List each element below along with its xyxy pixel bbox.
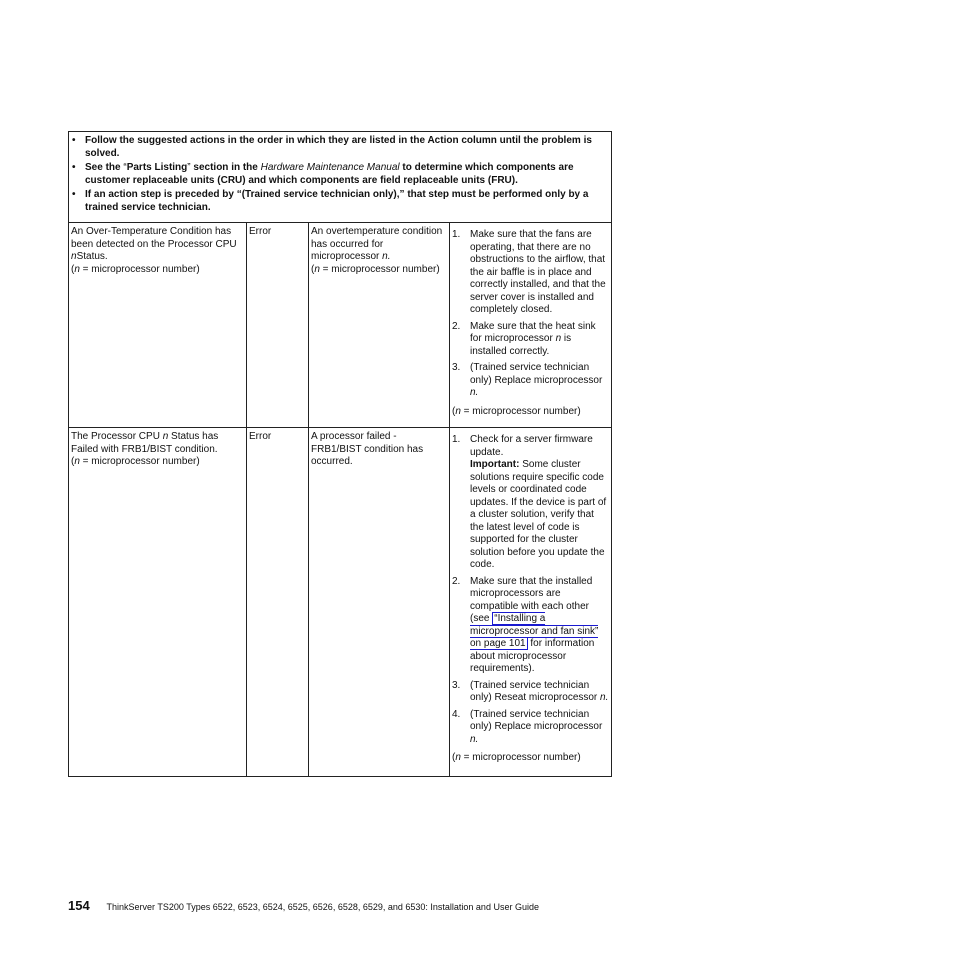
severity-cell: [247, 428, 309, 777]
message-note: = microprocessor number): [79, 456, 200, 467]
step-text: (Trained service technician only) Replace microprocessor: [470, 362, 603, 386]
note-text-post: to determine which components are customer replaceable units (CRU) and which components are field replaceable units (FRU).: [85, 162, 574, 186]
n-var: n: [74, 263, 80, 275]
action-step: [452, 576, 609, 676]
severity-cell: [247, 223, 309, 428]
notes-list: [71, 135, 609, 214]
step-text-end: for information about microprocessor requirements).: [470, 638, 595, 674]
step-number: 3.: [452, 362, 461, 373]
action-step: [452, 680, 609, 705]
n-var: n: [455, 752, 461, 763]
manual-title: Hardware Maintenance Manual: [260, 162, 400, 173]
notes-cell: [69, 132, 612, 223]
n-var: n: [455, 405, 461, 417]
description-note: = microprocessor number): [319, 263, 440, 275]
message-cell: The Processor CPU n Status has Failed with FRB1/BIST condition. (n = microprocessor number): [69, 428, 247, 777]
n-var: n: [74, 456, 80, 467]
note-item: [71, 162, 609, 187]
description-cell: [309, 428, 450, 777]
bullet: •: [72, 135, 76, 146]
open-quote: “: [123, 162, 127, 173]
n-var: n: [314, 263, 320, 275]
action-step: [452, 709, 609, 747]
note-text-mid: section in the: [190, 162, 261, 173]
action-step: [452, 434, 609, 572]
n-var: n.: [382, 251, 391, 262]
parts-listing-ref: Parts Listing: [126, 162, 188, 173]
step-number: 4.: [452, 708, 461, 720]
n-var: n: [71, 251, 77, 262]
step-text-end: is installed correctly.: [470, 333, 572, 357]
action-footnote: (n = microprocessor number): [452, 752, 581, 763]
n-var: n: [555, 333, 562, 344]
note-text: If an action step is preceded by “(Trained service technician only),” that step must be performed only by a trained service technician.: [85, 189, 589, 213]
note-item: [71, 189, 609, 214]
description-text: A processor failed - FRB1/BIST condition has occurred.: [311, 431, 424, 467]
event-log-table-section: [68, 131, 611, 777]
message-text: The Processor CPU: [71, 431, 163, 442]
bullet: •: [72, 162, 76, 173]
document-title: ThinkServer TS200 Types 6522, 6523, 6524, 6525, 6526, 6528, 6529, and 6530: Installation and User Guide: [106, 902, 539, 912]
bullet: •: [72, 189, 76, 200]
n-var: n.: [470, 733, 479, 745]
severity: Error: [249, 226, 272, 237]
install-microprocessor-link[interactable]: “Installing a microprocessor and fan sink” on page 101: [470, 613, 599, 649]
step-number: 1.: [452, 229, 461, 240]
n-var: n: [162, 431, 169, 442]
step-number: 3.: [452, 679, 461, 691]
action-footnote: (n = microprocessor number): [452, 405, 581, 417]
message-note: = microprocessor number): [79, 263, 200, 275]
severity: Error: [249, 431, 272, 442]
table-row: [69, 223, 612, 428]
step-text: Make sure that the heat sink for microprocessor: [470, 320, 596, 344]
step-text: Make sure that the fans are operating, that there are no obstructions to the airflow, that the air baffle is in place and correctly installed, and that the server cover is installed and completely closed.: [470, 229, 606, 315]
n-var: n.: [600, 692, 609, 703]
page-number: 154: [68, 898, 90, 913]
step-number: 2.: [452, 575, 461, 587]
important-text: Some cluster solutions require specific code levels or coordinated code updates. If the device is part of a cluster solution, verify that the latest level of code is supported for the cluster solution before you update the code.: [470, 459, 607, 570]
message-text: An Over-Temperature Condition has been detected on the Processor CPU: [71, 226, 237, 250]
step-text: Check for a server firmware update.: [470, 434, 593, 458]
action-step: [452, 321, 609, 359]
step-text: (Trained service technician only) Replace microprocessor: [470, 708, 603, 732]
close-quote: ”: [187, 162, 191, 173]
footnote-text: = microprocessor number): [460, 405, 581, 417]
step-number: 2.: [452, 320, 461, 332]
footnote-text: = microprocessor number): [460, 752, 581, 763]
note-text: Follow the suggested actions in the order in which they are listed in the Action column until the problem is solved.: [85, 135, 592, 159]
page-footer: [68, 900, 539, 915]
action-cell: [450, 428, 612, 777]
action-step: [452, 229, 609, 317]
step-number: 1.: [452, 434, 461, 445]
important-label: Important:: [470, 459, 520, 470]
note-item: [71, 135, 609, 160]
action-list: [452, 229, 609, 400]
notes-row: [69, 132, 612, 223]
description-cell: An overtemperature condition has occurred for microprocessor n. (n = microprocessor number): [309, 223, 450, 428]
message-text-end: Status.: [76, 251, 108, 262]
table-row: [69, 428, 612, 777]
message-text-end: Status has Failed with FRB1/BIST condition.: [71, 431, 219, 455]
note-text-pre: See the: [85, 162, 124, 173]
description-text: An overtemperature condition has occurred for microprocessor: [311, 226, 443, 262]
n-var: n.: [470, 387, 479, 398]
step-text: (Trained service technician only) Reseat microprocessor: [470, 679, 601, 703]
message-cell: An Over-Temperature Condition has been detected on the Processor CPU nStatus. (n = microprocessor number): [69, 223, 247, 428]
step-text: Make sure that the installed microprocessors are compatible with each other (see: [470, 575, 593, 624]
action-cell: [450, 223, 612, 428]
event-table: [68, 131, 612, 777]
action-list: [452, 434, 609, 746]
action-step: [452, 362, 609, 400]
